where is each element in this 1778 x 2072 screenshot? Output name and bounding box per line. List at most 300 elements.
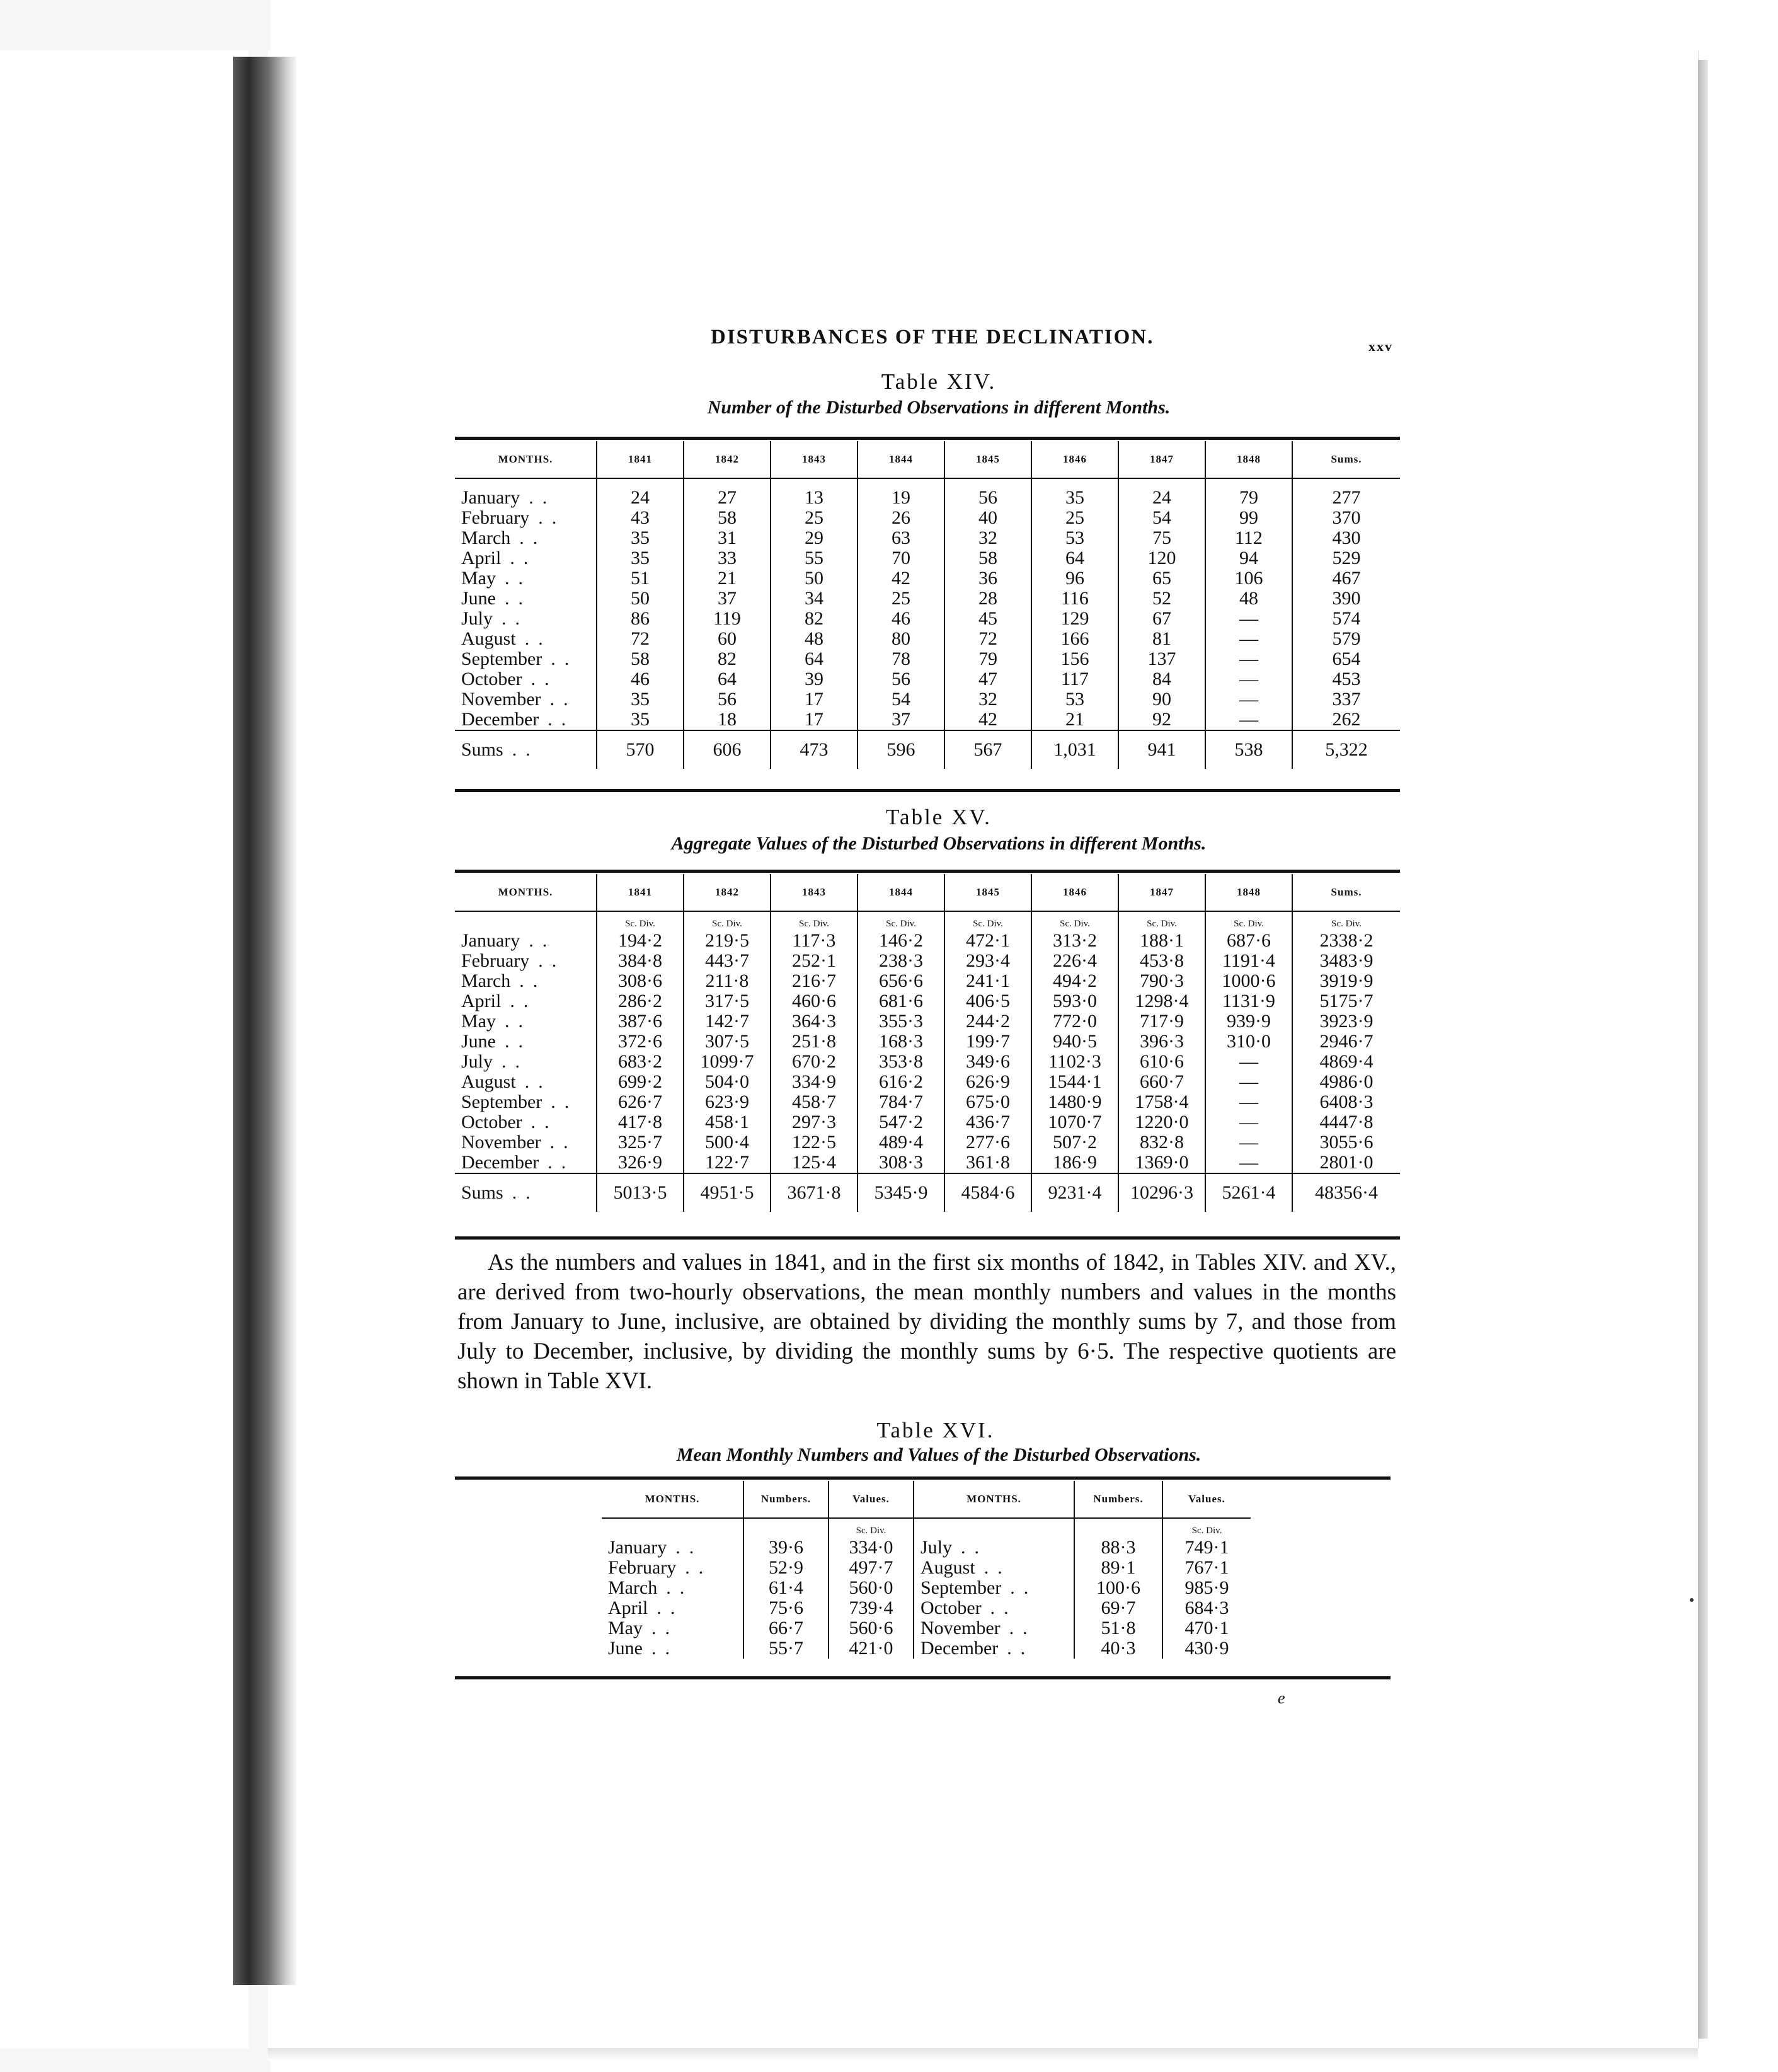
table15-cell: 507·2 <box>1031 1132 1118 1153</box>
table15-cell: 626·9 <box>944 1072 1031 1092</box>
table16-row <box>602 1558 1251 1578</box>
table14-sum-cell: 5,322 <box>1292 730 1400 769</box>
table14-cell: 36 <box>944 568 1031 589</box>
table16-header-5: Values. <box>1162 1481 1251 1518</box>
table15-cell: 443·7 <box>684 951 771 971</box>
paragraph-text: As the numbers and values in 1841, and in the first six months of 1842, in Tables XIV. and XV., are derived from two-hourly observations, the mean monthly numbers and values in the months from January to June, inclusive, are obtained by dividing the monthly sums by 7, and those from July to December, inclusive, by dividing the monthly sums by 6·5. The respective quotients are shown in Table XVI. <box>457 1250 1396 1394</box>
table14-cell: 55 <box>771 548 857 568</box>
table15-unit-label: Sc. Div. <box>1205 911 1292 931</box>
table15-header-9: Sums. <box>1292 874 1400 911</box>
table14-cell: 50 <box>597 589 684 609</box>
table15-cell: 593·0 <box>1031 991 1118 1011</box>
table14-cell: 45 <box>944 609 1031 629</box>
table14-top-rule <box>455 437 1400 440</box>
table14-cell: — <box>1205 629 1292 649</box>
table14-month-cell-label: April <box>461 548 502 568</box>
table15-sums-row <box>455 1173 1400 1212</box>
table14-cell: 99 <box>1205 508 1292 528</box>
table15-unit-label: Sc. Div. <box>944 911 1031 931</box>
table16-cell: 89·1 <box>1074 1558 1162 1578</box>
table16-header-1: Numbers. <box>743 1481 829 1518</box>
table15-month-cell <box>455 1153 597 1173</box>
table14-row <box>455 589 1400 609</box>
table14-sum-cell: 606 <box>684 730 771 769</box>
table14-month-cell <box>455 649 597 669</box>
table15-month-cell <box>455 1072 597 1092</box>
table15-cell: 216·7 <box>771 971 857 991</box>
table14-cell: 106 <box>1205 568 1292 589</box>
table14-month-cell-label: December <box>461 709 539 730</box>
table14-bottom-rule <box>455 789 1400 792</box>
table14-cell: 24 <box>597 478 684 508</box>
table15-cell: 251·8 <box>771 1032 857 1052</box>
table16-cell: 40·3 <box>1074 1638 1162 1659</box>
table16-top-rule <box>455 1476 1391 1480</box>
table14-cell: 56 <box>684 689 771 710</box>
table15-cell: 4869·4 <box>1292 1052 1400 1072</box>
table15-unit-label: Sc. Div. <box>771 911 857 931</box>
table16-cell: 334·0 <box>829 1538 914 1558</box>
table14-row <box>455 689 1400 710</box>
table14-cell: 79 <box>1205 478 1292 508</box>
leader-dots: .. <box>538 507 566 528</box>
table14-cell: 17 <box>771 710 857 730</box>
table15-cell: 460·6 <box>771 991 857 1011</box>
table16-cell: 88·3 <box>1074 1538 1162 1558</box>
table15-unit-label: Sc. Div. <box>1118 911 1205 931</box>
table14-cell: 25 <box>771 508 857 528</box>
table14-cell: 43 <box>597 508 684 528</box>
page-number: xxv <box>1368 338 1393 354</box>
facing-page-edge <box>0 50 249 2048</box>
table15-cell: 122·7 <box>684 1153 771 1173</box>
table15-unit-label: Sc. Div. <box>597 911 684 931</box>
table15-cell: 458·1 <box>684 1112 771 1132</box>
table14-cell: 90 <box>1118 689 1205 710</box>
table16-cell: 69·7 <box>1074 1598 1162 1618</box>
table14-cell: 116 <box>1031 589 1118 609</box>
table14-cell: — <box>1205 649 1292 669</box>
table15-header-0: MONTHS. <box>455 874 597 911</box>
table15-cell: 675·0 <box>944 1092 1031 1112</box>
table15-month-cell <box>455 1052 597 1072</box>
leader-dots: .. <box>990 1597 1018 1618</box>
table15-row <box>455 1132 1400 1153</box>
table14-row <box>455 548 1400 568</box>
signature-mark: e <box>1278 1689 1285 1707</box>
table14-cell: 47 <box>944 669 1031 689</box>
table14-cell: 119 <box>684 609 771 629</box>
table14-cell: 28 <box>944 589 1031 609</box>
table16-cell: 100·6 <box>1074 1578 1162 1598</box>
table15-cell: 326·9 <box>597 1153 684 1173</box>
table15-row <box>455 1032 1400 1052</box>
table14-cell: 63 <box>857 528 944 548</box>
table14-cell: 370 <box>1292 508 1400 528</box>
table15-header-row <box>455 874 1400 911</box>
leader-dots: .. <box>505 1011 532 1032</box>
table14-row <box>455 568 1400 589</box>
table16-month-cell-label: June <box>608 1638 643 1659</box>
table14-cell: 75 <box>1118 528 1205 548</box>
table16-units-blank <box>602 1518 743 1538</box>
table16-month-cell-label: March <box>608 1577 658 1598</box>
table14-sum-cell: 596 <box>857 730 944 769</box>
table15-cell: 687·6 <box>1205 931 1292 951</box>
table15-cell: 252·1 <box>771 951 857 971</box>
table16-month-cell-label: February <box>608 1557 677 1578</box>
table15-cell: 4447·8 <box>1292 1112 1400 1132</box>
table14-cell: 79 <box>944 649 1031 669</box>
table14-cell: 50 <box>771 568 857 589</box>
table14-cell: 34 <box>771 589 857 609</box>
running-head: DISTURBANCES OF THE DECLINATION. <box>711 326 1154 348</box>
table15-cell: 188·1 <box>1118 931 1205 951</box>
table14-cell: 574 <box>1292 609 1400 629</box>
table14-cell: 453 <box>1292 669 1400 689</box>
table14-cell: 17 <box>771 689 857 710</box>
leader-dots: .. <box>657 1597 684 1618</box>
table14-month-cell-label: October <box>461 669 522 689</box>
table14-cell: 48 <box>771 629 857 649</box>
table14-cell: 129 <box>1031 609 1118 629</box>
table14-cell: 70 <box>857 548 944 568</box>
table15-month-cell-label: April <box>461 991 502 1011</box>
table14-sum-cell: 941 <box>1118 730 1205 769</box>
table15-cell: 361·8 <box>944 1153 1031 1173</box>
table16-cell: 55·7 <box>743 1638 829 1659</box>
table15-cell: 238·3 <box>857 951 944 971</box>
table14-cell: 529 <box>1292 548 1400 568</box>
table15-cell: 489·4 <box>857 1132 944 1153</box>
table16-month-cell <box>914 1638 1074 1659</box>
table14-cell: 60 <box>684 629 771 649</box>
table16-unit-label: Sc. Div. <box>1162 1518 1251 1538</box>
table15-month-cell <box>455 931 597 951</box>
table14-header-8: 1848 <box>1205 441 1292 478</box>
table15-header-5: 1845 <box>944 874 1031 911</box>
table16-month-cell <box>602 1558 743 1578</box>
table15-cell: 1000·6 <box>1205 971 1292 991</box>
table14-cell: 33 <box>684 548 771 568</box>
table14-month-cell <box>455 528 597 548</box>
table15-cell: 1544·1 <box>1031 1072 1118 1092</box>
table14-cell: 86 <box>597 609 684 629</box>
table15-sum-cell: 5345·9 <box>857 1173 944 1212</box>
table16-month-cell-label: April <box>608 1597 648 1618</box>
table16-month-cell-label: December <box>921 1638 999 1659</box>
leader-dots: .. <box>984 1557 1011 1578</box>
table15-cell: 660·7 <box>1118 1072 1205 1092</box>
table15-cell: 6408·3 <box>1292 1092 1400 1112</box>
table15-cell: — <box>1205 1112 1292 1132</box>
table14-cell: 19 <box>857 478 944 508</box>
table14-month-cell-label: January <box>461 487 520 508</box>
table14-month-cell-label: June <box>461 588 496 609</box>
table15-header-7: 1847 <box>1118 874 1205 911</box>
table15-cell: 211·8 <box>684 971 771 991</box>
table14-month-cell <box>455 568 597 589</box>
table16-subtitle: Mean Monthly Numbers and Values of the Disturbed Observations. <box>676 1444 1202 1465</box>
table14-cell: 120 <box>1118 548 1205 568</box>
table15-cell: 396·3 <box>1118 1032 1205 1052</box>
leader-dots: .. <box>510 548 537 568</box>
table16-month-cell <box>602 1598 743 1618</box>
leader-dots: .. <box>538 950 566 971</box>
leader-dots: .. <box>685 1557 713 1578</box>
table16-header-row <box>602 1481 1251 1518</box>
table15-top-rule <box>455 870 1400 873</box>
table14-cell: — <box>1205 609 1292 629</box>
table15-cell: 325·7 <box>597 1132 684 1153</box>
leader-dots: .. <box>548 1152 575 1173</box>
table15-header-1: 1841 <box>597 874 684 911</box>
table16-row <box>602 1578 1251 1598</box>
table16-cell: 560·6 <box>829 1618 914 1638</box>
table15-cell: 1369·0 <box>1118 1153 1205 1173</box>
table15-cell: 683·2 <box>597 1052 684 1072</box>
table16-cell: 470·1 <box>1162 1618 1251 1638</box>
table14-cell: 390 <box>1292 589 1400 609</box>
table14-cell: 29 <box>771 528 857 548</box>
table14-header-row <box>455 441 1400 478</box>
table15-month-cell <box>455 1132 597 1153</box>
table14-cell: 65 <box>1118 568 1205 589</box>
table15-cell: 406·5 <box>944 991 1031 1011</box>
table15-cell: 1298·4 <box>1118 991 1205 1011</box>
table15-cell: 122·5 <box>771 1132 857 1153</box>
table14-cell: 13 <box>771 478 857 508</box>
table15-cell: 307·5 <box>684 1032 771 1052</box>
table15-cell: 168·3 <box>857 1032 944 1052</box>
table15-cell: 717·9 <box>1118 1011 1205 1032</box>
table14-month-cell-label: May <box>461 568 496 589</box>
table14-cell: 40 <box>944 508 1031 528</box>
table15-cell: 2801·0 <box>1292 1153 1400 1173</box>
table14-cell: 92 <box>1118 710 1205 730</box>
table14-cell: 46 <box>597 669 684 689</box>
leader-dots: .. <box>502 1051 529 1072</box>
table15-title: Table XV. <box>886 805 992 829</box>
table16-month-cell <box>602 1638 743 1659</box>
table16-cell: 767·1 <box>1162 1558 1251 1578</box>
table16-cell: 52·9 <box>743 1558 829 1578</box>
table15-cell: 241·1 <box>944 971 1031 991</box>
table15-sum-cell: 4951·5 <box>684 1173 771 1212</box>
table15-row <box>455 1052 1400 1072</box>
table14-month-cell <box>455 710 597 730</box>
table15-header-4: 1844 <box>857 874 944 911</box>
table14-month-cell-label: March <box>461 527 511 548</box>
table15-row <box>455 971 1400 991</box>
table16-header-3: MONTHS. <box>914 1481 1074 1518</box>
table14-row <box>455 649 1400 669</box>
table15-cell: 277·6 <box>944 1132 1031 1153</box>
table15-month-cell-label: October <box>461 1112 522 1132</box>
table16-cell: 749·1 <box>1162 1538 1251 1558</box>
table15-row <box>455 1153 1400 1173</box>
table14-cell: 46 <box>857 609 944 629</box>
book-spine <box>233 57 296 1985</box>
leader-dots: .. <box>505 1031 532 1052</box>
table15-sum-cell: 3671·8 <box>771 1173 857 1212</box>
table15-cell: 453·8 <box>1118 951 1205 971</box>
table15-cell: 656·6 <box>857 971 944 991</box>
table15-body <box>455 911 1400 1212</box>
table14-row <box>455 669 1400 689</box>
table15-cell: 2946·7 <box>1292 1032 1400 1052</box>
leader-dots: .. <box>502 608 529 629</box>
table14-cell: 112 <box>1205 528 1292 548</box>
table14-month-cell-label: February <box>461 507 530 528</box>
table14-cell: 35 <box>1031 478 1118 508</box>
table14-cell: 654 <box>1292 649 1400 669</box>
leader-dots: .. <box>505 588 532 609</box>
table14-sum-cell: 570 <box>597 730 684 769</box>
leader-dots: .. <box>551 1091 578 1112</box>
table15-cell: 4986·0 <box>1292 1072 1400 1092</box>
table14-month-cell <box>455 669 597 689</box>
table15-cell: 364·3 <box>771 1011 857 1032</box>
table15-cell: 297·3 <box>771 1112 857 1132</box>
table15-cell: — <box>1205 1072 1292 1092</box>
table14-cell: 337 <box>1292 689 1400 710</box>
table14-header-2: 1842 <box>684 441 771 478</box>
table14-cell: 37 <box>684 589 771 609</box>
table16-cell: 430·9 <box>1162 1638 1251 1659</box>
table14-cell: 51 <box>597 568 684 589</box>
table16-cell: 39·6 <box>743 1538 829 1558</box>
table15-month-cell-label: March <box>461 970 511 991</box>
table14-sum-cell: 538 <box>1205 730 1292 769</box>
table16-bottom-rule <box>455 1676 1391 1679</box>
table15-cell: 436·7 <box>944 1112 1031 1132</box>
table14-cell: 32 <box>944 689 1031 710</box>
table16-row <box>602 1598 1251 1618</box>
table15-month-cell-label: May <box>461 1011 496 1032</box>
table15-cell: 199·7 <box>944 1032 1031 1052</box>
table14-title: Table XIV. <box>881 369 997 394</box>
leader-dots: .. <box>519 527 547 548</box>
table15-month-cell-label: December <box>461 1152 539 1173</box>
table14-month-cell <box>455 589 597 609</box>
table15-cell: 3055·6 <box>1292 1132 1400 1153</box>
table14-cell: 54 <box>1118 508 1205 528</box>
table15-cell: 940·5 <box>1031 1032 1118 1052</box>
table15-cell: 142·7 <box>684 1011 771 1032</box>
table16-month-cell <box>914 1618 1074 1638</box>
table15-units-blank <box>455 911 597 931</box>
table14-cell: 52 <box>1118 589 1205 609</box>
leader-dots: .. <box>551 648 578 669</box>
table15-header-8: 1848 <box>1205 874 1292 911</box>
leader-dots: .. <box>549 1132 577 1153</box>
leader-dots: .. <box>529 487 556 508</box>
table14-month-cell <box>455 508 597 528</box>
table14-row <box>455 629 1400 649</box>
table16-month-cell <box>914 1598 1074 1618</box>
table14-cell: 467 <box>1292 568 1400 589</box>
table15-row <box>455 1011 1400 1032</box>
table15-cell: 458·7 <box>771 1092 857 1112</box>
table15-cell: 472·1 <box>944 931 1031 951</box>
table14-cell: 82 <box>684 649 771 669</box>
table14-cell: 64 <box>684 669 771 689</box>
table14-cell: 78 <box>857 649 944 669</box>
table15-cell: 310·0 <box>1205 1032 1292 1052</box>
table15-cell: 417·8 <box>597 1112 684 1132</box>
table14-cell: 37 <box>857 710 944 730</box>
table15-units-row <box>455 911 1400 931</box>
table15-cell: — <box>1205 1153 1292 1173</box>
table14-sums-row <box>455 730 1400 769</box>
table14-cell: 166 <box>1031 629 1118 649</box>
table14-cell: 82 <box>771 609 857 629</box>
table15-row <box>455 951 1400 971</box>
table14-sum-cell: 473 <box>771 730 857 769</box>
page-bottom-shadow <box>268 2048 1698 2061</box>
table16 <box>602 1481 1251 1659</box>
table15-cell: 5175·7 <box>1292 991 1400 1011</box>
table14-cell: 96 <box>1031 568 1118 589</box>
table15-bottom-rule <box>455 1236 1400 1240</box>
table15-cell: 1099·7 <box>684 1052 771 1072</box>
table15-row <box>455 1112 1400 1132</box>
table15-cell: 832·8 <box>1118 1132 1205 1153</box>
table15-cell: 772·0 <box>1031 1011 1118 1032</box>
table14-subtitle: Number of the Disturbed Observations in different Months. <box>707 397 1171 418</box>
table14-cell: 35 <box>597 528 684 548</box>
table14-cell: 21 <box>1031 710 1118 730</box>
table15-cell: — <box>1205 1132 1292 1153</box>
table15-cell: 308·6 <box>597 971 684 991</box>
table15-month-cell-label: February <box>461 950 530 971</box>
leader-dots: .. <box>510 991 537 1011</box>
table16-month-cell-label: October <box>921 1597 982 1618</box>
table15-month-cell-label: June <box>461 1031 496 1052</box>
table14-month-cell-label: August <box>461 628 516 649</box>
table14-month-cell <box>455 548 597 568</box>
table14-cell: — <box>1205 669 1292 689</box>
table16-row <box>602 1538 1251 1558</box>
table14-sum-cell: 567 <box>944 730 1031 769</box>
table14-header-7: 1847 <box>1118 441 1205 478</box>
table14-cell: 42 <box>857 568 944 589</box>
table14-cell: 35 <box>597 689 684 710</box>
table16-month-cell-label: July <box>921 1537 953 1558</box>
leader-dots: .. <box>531 669 558 689</box>
table15-cell: 3923·9 <box>1292 1011 1400 1032</box>
table15-month-cell <box>455 991 597 1011</box>
table15-cell: 699·2 <box>597 1072 684 1092</box>
table15-cell: 186·9 <box>1031 1153 1118 1173</box>
table16-cell: 66·7 <box>743 1618 829 1638</box>
table14-header-3: 1843 <box>771 441 857 478</box>
table14-cell: 94 <box>1205 548 1292 568</box>
table15-cell: 2338·2 <box>1292 931 1400 951</box>
table14-cell: 64 <box>1031 548 1118 568</box>
table16-header-2: Values. <box>829 1481 914 1518</box>
table14-body <box>455 478 1400 769</box>
table16-cell: 560·0 <box>829 1578 914 1598</box>
table16-unit-label: Sc. Div. <box>829 1518 914 1538</box>
table15-month-cell <box>455 951 597 971</box>
table14-cell: 48 <box>1205 589 1292 609</box>
table14-row <box>455 710 1400 730</box>
table16-header-4: Numbers. <box>1074 1481 1162 1518</box>
table16-cell: 51·8 <box>1074 1618 1162 1638</box>
table15-row <box>455 1072 1400 1092</box>
